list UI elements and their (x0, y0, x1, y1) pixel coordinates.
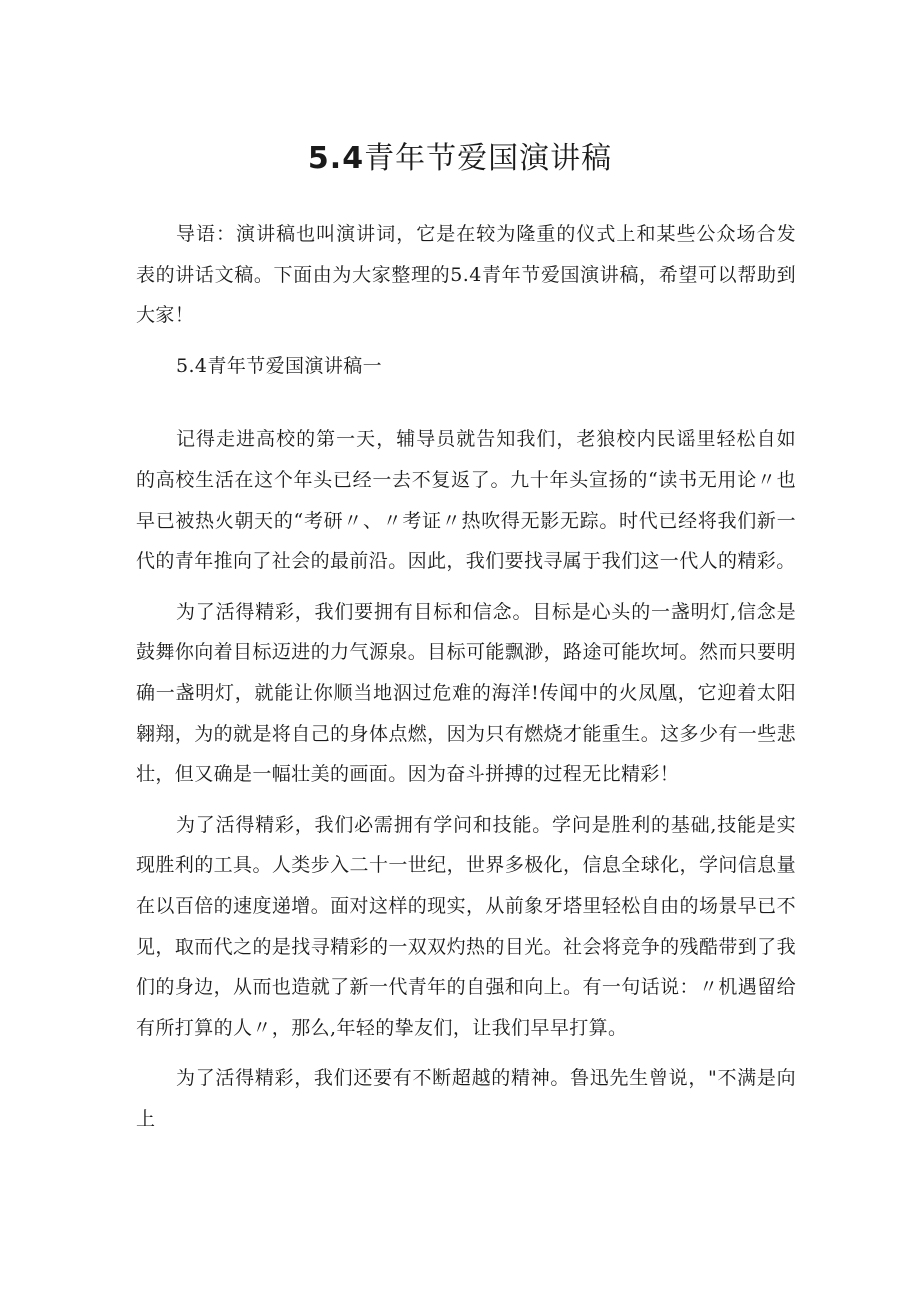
body-paragraph: 记得走进高校的第一天，辅导员就告知我们，老狼校内民谣里轻松自如的高校生活在这个年头已经一去不复返了。九十年头宣扬的“读书无用论〃也早已被热火朝天的“考研〃、〃考证〃热吹得无影无踪。时代已经将我们新一代的青年推向了社会的最前沿。因此，我们要找寻属于我们这一代人的精彩。 (136, 428, 796, 573)
title-text: 青年节爱国演讲稿 (364, 141, 613, 176)
section-heading: 5.4青年节爱国演讲稿一 (176, 354, 383, 377)
page-title (0, 136, 920, 182)
document-body (136, 214, 796, 1139)
body-paragraph: 为了活得精彩，我们还要有不断超越的精神。鲁迅先生曾说，"不满是向上 (136, 1067, 796, 1130)
body-paragraph: 为了活得精彩，我们要拥有目标和信念。目标是心头的一盏明灯,信念是鼓舞你向着目标迈进的力气源泉。目标可能飘渺，路途可能坎坷。然而只要明确一盏明灯，就能让你顺当地泅过危难的海洋!传闻中的火凤凰，它迎着太阳翱翔，为的就是将自己的身体点燃，因为只有燃烧才能重生。这多少有一些悲壮，但又确是一幅壮美的画面。因为奋斗拼搏的过程无比精彩！ (136, 600, 796, 786)
intro-paragraph: 导语：演讲稿也叫演讲词，它是在较为隆重的仪式上和某些公众场合发表的讲话文稿。下面由为大家整理的5.4青年节爱国演讲稿，希望可以帮助到大家！ (136, 223, 796, 327)
title-number: 5.4 (307, 141, 365, 176)
body-paragraph: 为了活得精彩，我们必需拥有学问和技能。学问是胜利的基础,技能是实现胜利的工具。人类步入二十一世纪，世界多极化，信息全球化，学问信息量在以百倍的速度递增。面对这样的现实，从前象牙塔里轻松自由的场景早已不见，取而代之的是找寻精彩的一双双灼热的目光。社会将竞争的残酷带到了我们的身边，从而也造就了新一代青年的自强和向上。有一句话说：〃机遇留给有所打算的人〃，那么,年轻的挚友们，让我们早早打算。 (136, 813, 796, 1039)
